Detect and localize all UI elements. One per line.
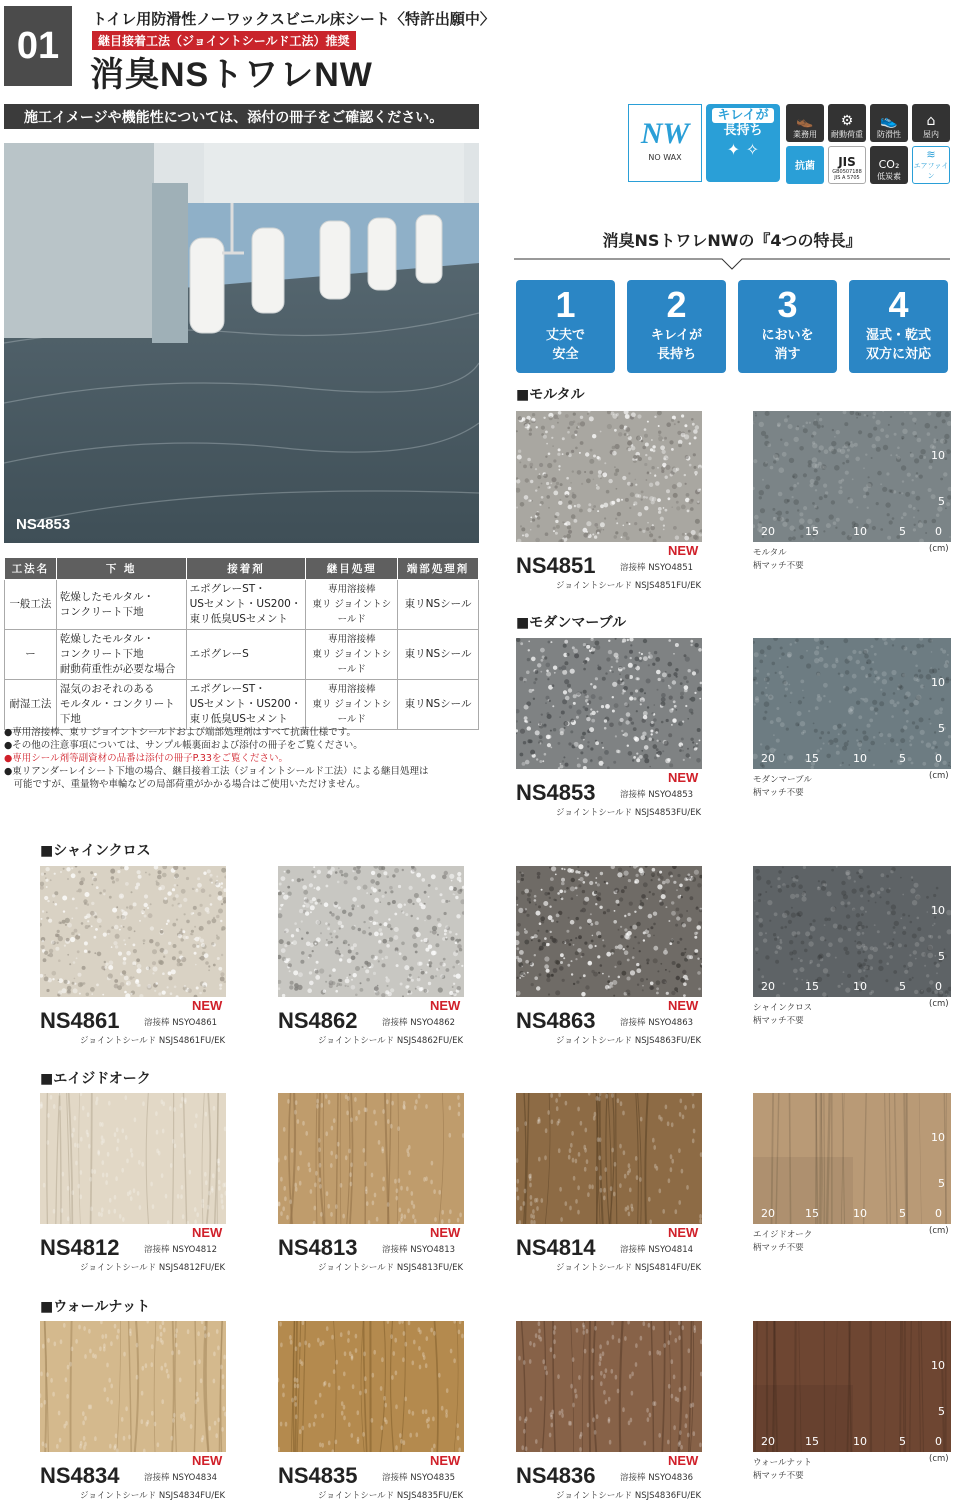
new-label: NEW <box>430 998 461 1013</box>
scale-tick-h: 15 <box>805 525 819 538</box>
tile-match: 柄マッチ不要 <box>753 1243 804 1253</box>
product-code: NS4835 <box>278 1463 358 1488</box>
spec-cell: エポグレーST・ USセメント・US200・ 東リ低臭USセメント <box>186 580 306 630</box>
scale-tick-h: 0 <box>935 1435 942 1448</box>
joint-shield: ジョイントシールド NSJS4812FU/EK <box>80 1263 226 1273</box>
feature-number: 3 <box>777 284 798 325</box>
scale-tick-h: 0 <box>935 1207 942 1220</box>
tile-label: シャインクロス <box>753 1003 813 1013</box>
product-title: 消臭NSトワレNW <box>90 56 373 94</box>
scale-tick-h: 20 <box>761 1435 775 1448</box>
tile-label: モルタル <box>753 548 787 558</box>
joint-shield: ジョイントシールド NSJS4836FU/EK <box>556 1491 702 1501</box>
tile-match: 柄マッチ不要 <box>753 561 804 571</box>
notes <box>4 726 484 791</box>
air-fine-icon: ≋ エアファイン <box>912 146 950 184</box>
scale-tick-h: 5 <box>899 1207 906 1220</box>
new-label: NEW <box>192 1225 223 1240</box>
scale-tick-h: 0 <box>935 752 942 765</box>
joint-shield: ジョイントシールド NSJS4834FU/EK <box>80 1491 226 1501</box>
product-swatch <box>278 866 464 997</box>
kirei-icon <box>706 104 780 182</box>
feature-card <box>516 280 615 373</box>
spec-row <box>5 680 479 730</box>
welding-rod: 溶接棒 NSYO4812 <box>144 1245 218 1255</box>
spec-cell: 専用溶接棒 東リ ジョイントシールド <box>306 580 398 630</box>
kirei-line1: キレイが <box>712 108 774 123</box>
scale-tick-h: 10 <box>853 752 867 765</box>
welding-rod: 溶接棒 NSYO4851 <box>620 563 694 573</box>
scale-tick-h: 10 <box>853 980 867 993</box>
pattern-tile <box>753 1321 951 1452</box>
spec-cell: 耐湿工法 <box>5 680 57 730</box>
welding-rod: 溶接棒 NSYO4834 <box>144 1473 218 1483</box>
new-label: NEW <box>430 1225 461 1240</box>
joint-shield: ジョイントシールド NSJS4861FU/EK <box>80 1036 226 1046</box>
features-title: 消臭NSトワレNWの『4つの特長』 <box>602 231 862 250</box>
spec-cell: エポグレーST・ USセメント・US200・ 東リ低臭USセメント <box>186 680 306 730</box>
scale-tick-v: 10 <box>931 904 945 917</box>
installation-photo <box>4 143 479 543</box>
scale-tick-h: 20 <box>761 1207 775 1220</box>
welding-rod: 溶接棒 NSYO4863 <box>620 1018 694 1028</box>
pattern-tile <box>753 866 951 997</box>
scale-tick-h: 15 <box>805 1207 819 1220</box>
scale-unit: (cm) <box>929 771 949 781</box>
section-heading: ■モダンマーブル <box>516 615 627 631</box>
spec-cell: 乾燥したモルタル・ コンクリート下地 耐動荷重性が必要な場合 <box>56 630 186 680</box>
welding-rod: 溶接棒 NSYO4814 <box>620 1245 694 1255</box>
new-label: NEW <box>668 1453 699 1468</box>
spec-cell: 専用溶接棒 東リ ジョイントシールド <box>306 630 398 680</box>
pattern-tile <box>753 1093 951 1224</box>
welding-rod: 溶接棒 NSYO4835 <box>382 1473 456 1483</box>
joint-shield: ジョイントシールド NSJS4862FU/EK <box>318 1036 464 1046</box>
scale-unit: (cm) <box>929 544 949 554</box>
feature-line1: 湿式・乾式 <box>865 328 931 343</box>
joint-shield: ジョイントシールド NSJS4813FU/EK <box>318 1263 464 1273</box>
scale-tick-h: 15 <box>805 980 819 993</box>
tile-label: モダンマーブル <box>753 775 812 785</box>
scale-tick-h: 15 <box>805 1435 819 1448</box>
features-divider <box>514 258 950 270</box>
welding-rod: 溶接棒 NSYO4813 <box>382 1245 456 1255</box>
spec-table <box>4 557 479 730</box>
scale-tick-v: 10 <box>931 449 945 462</box>
product-code: NS4862 <box>278 1008 358 1033</box>
product-swatch <box>40 866 226 997</box>
jis-icon: JIS GB0507188 JIS A 5705 <box>828 146 866 184</box>
scale-tick-h: 5 <box>899 752 906 765</box>
spec-row <box>5 580 479 630</box>
indoor-icon: ⌂ 屋内 <box>912 104 950 142</box>
joint-shield: ジョイントシールド NSJS4851FU/EK <box>556 581 702 591</box>
notice-bar: 施工イメージや機能性については、添付の冊子をご確認ください。 <box>4 104 479 129</box>
welding-rod: 溶接棒 NSYO4853 <box>620 790 694 800</box>
restroom-illustration <box>4 143 479 543</box>
photo-label: NS4853 <box>16 516 71 533</box>
spec-cell: 東リNSシール <box>398 630 479 680</box>
welding-rod: 溶接棒 NSYO4836 <box>620 1473 694 1483</box>
product-code: NS4836 <box>516 1463 596 1488</box>
product-swatch <box>40 1093 226 1224</box>
scale-tick-h: 5 <box>899 525 906 538</box>
product-code: NS4813 <box>278 1235 358 1260</box>
spec-cell: 専用溶接棒 東リ ジョイントシールド <box>306 680 398 730</box>
spec-cell: 東リNSシール <box>398 680 479 730</box>
note-line: ●専用溶接棒、東リ ジョイントシールドおよび端部処理剤はすべて抗菌仕様です。 <box>4 727 356 738</box>
scale-tick-h: 5 <box>899 1435 906 1448</box>
feature-line1: 丈夫で <box>545 328 585 343</box>
nw-text: NO WAX <box>648 153 682 162</box>
product-code: NS4851 <box>516 553 596 578</box>
pattern-tile <box>753 411 951 542</box>
product-code: NS4861 <box>40 1008 120 1033</box>
spec-header: 接着剤 <box>186 558 306 580</box>
product-code: NS4834 <box>40 1463 120 1488</box>
spec-row <box>5 630 479 680</box>
section-heading: ■モルタル <box>516 387 585 403</box>
joint-shield: ジョイントシールド NSJS4853FU/EK <box>556 808 702 818</box>
scale-tick-h: 20 <box>761 525 775 538</box>
feature-number: 2 <box>666 284 687 325</box>
note-line: ●東リアンダーレイシート下地の場合、継目接着工法（ジョイントシールド工法）による継目処理は <box>4 766 429 777</box>
feature-line2: 双方に対応 <box>865 347 931 362</box>
product-swatch <box>516 866 702 997</box>
no-wax-icon <box>628 104 702 182</box>
product-swatch <box>278 1093 464 1224</box>
new-label: NEW <box>192 998 223 1013</box>
note-line: 可能ですが、重量物や車輪などの局部荷重がかかる場合はご使用いただけません。 <box>4 779 366 790</box>
product-code: NS4814 <box>516 1235 596 1260</box>
spec-header: 下 地 <box>56 558 186 580</box>
section-heading: ■ウォールナット <box>40 1299 151 1315</box>
section-number: 01 <box>4 6 72 86</box>
product-swatch <box>516 411 702 542</box>
scale-tick-h: 0 <box>935 525 942 538</box>
section-heading: ■シャインクロス <box>40 843 151 859</box>
feature-line2: 消す <box>774 347 801 362</box>
scale-tick-v: 10 <box>931 1359 945 1372</box>
joint-shield: ジョイントシールド NSJS4863FU/EK <box>556 1036 702 1046</box>
scale-tick-h: 10 <box>853 1435 867 1448</box>
scale-tick-h: 10 <box>853 525 867 538</box>
commercial-icon: 👞 業務用 <box>786 104 824 142</box>
feature-line2: 長持ち <box>656 347 696 362</box>
scale-tick-v: 10 <box>931 676 945 689</box>
joint-shield: ジョイントシールド NSJS4835FU/EK <box>318 1491 464 1501</box>
new-label: NEW <box>668 770 699 785</box>
tile-match: 柄マッチ不要 <box>753 788 804 798</box>
welding-rod: 溶接棒 NSYO4861 <box>144 1018 218 1028</box>
product-swatch <box>278 1321 464 1452</box>
feature-line2: 安全 <box>552 347 579 362</box>
new-label: NEW <box>668 1225 699 1240</box>
method-badge: 継目接着工法（ジョイントシールド工法）推奨 <box>92 31 356 50</box>
scale-tick-h: 10 <box>853 1207 867 1220</box>
scale-tick-h: 20 <box>761 980 775 993</box>
scale-tick-h: 5 <box>899 980 906 993</box>
scale-tick-h: 20 <box>761 752 775 765</box>
scale-tick-v: 5 <box>938 722 945 735</box>
scale-tick-v: 10 <box>931 1131 945 1144</box>
anti-slip-icon: 👟 防滑性 <box>870 104 908 142</box>
spec-header: 工法名 <box>5 558 57 580</box>
load-resistant-icon: ⚙ 耐動荷重 <box>828 104 866 142</box>
spec-cell: 一般工法 <box>5 580 57 630</box>
product-code: NS4812 <box>40 1235 120 1260</box>
scale-tick-v: 5 <box>938 495 945 508</box>
feature-number: 4 <box>888 284 909 325</box>
product-swatch <box>516 1321 702 1452</box>
note-line: ●その他の注意事項については、サンプル帳裏面および添付の冊子をご覧ください。 <box>4 740 363 751</box>
scale-tick-h: 0 <box>935 980 942 993</box>
note-line: ●専用シール剤等副資材の品番は添付の冊子P.33をご覧ください。 <box>4 753 288 764</box>
product-swatch <box>516 1093 702 1224</box>
antibacterial-icon: 抗菌 <box>786 146 824 184</box>
product-code: NS4853 <box>516 780 596 805</box>
kirei-line2: 長持ち <box>723 123 763 138</box>
scale-tick-v: 5 <box>938 1405 945 1418</box>
low-carbon-icon: CO₂ 低炭素 <box>870 146 908 184</box>
tile-match: 柄マッチ不要 <box>753 1471 804 1481</box>
product-swatch <box>516 638 702 769</box>
tile-match: 柄マッチ不要 <box>753 1016 804 1026</box>
sparkle-icon: ✦ ✧ <box>726 140 760 159</box>
product-code: NS4863 <box>516 1008 596 1033</box>
welding-rod: 溶接棒 NSYO4862 <box>382 1018 456 1028</box>
new-label: NEW <box>430 1453 461 1468</box>
product-subtitle: トイレ用防滑性ノーワックスビニル床シート〈特許出願中〉 <box>92 10 495 28</box>
spec-cell: エポグレーS <box>186 630 306 680</box>
product-swatch <box>40 1321 226 1452</box>
new-label: NEW <box>668 998 699 1013</box>
pattern-tile <box>753 638 951 769</box>
scale-unit: (cm) <box>929 1454 949 1464</box>
joint-shield: ジョイントシールド NSJS4814FU/EK <box>556 1263 702 1273</box>
spec-cell: 東リNSシール <box>398 580 479 630</box>
tile-label: ウォールナット <box>753 1458 812 1468</box>
spec-cell: 湿気のおそれのある モルタル・コンクリート 下地 <box>56 680 186 730</box>
spec-cell: ー <box>5 630 57 680</box>
feature-number: 1 <box>555 284 576 325</box>
scale-unit: (cm) <box>929 1226 949 1236</box>
scale-unit: (cm) <box>929 999 949 1009</box>
feature-card <box>627 280 726 373</box>
new-label: NEW <box>192 1453 223 1468</box>
spec-cell: 乾燥したモルタル・ コンクリート下地 <box>56 580 186 630</box>
feature-card <box>849 280 948 373</box>
nw-symbol: NW <box>640 117 690 150</box>
scale-tick-v: 5 <box>938 1177 945 1190</box>
tile-label: エイジドオーク <box>753 1230 813 1240</box>
feature-line1: においを <box>761 328 814 343</box>
scale-tick-h: 15 <box>805 752 819 765</box>
spec-header: 端部処理剤 <box>398 558 479 580</box>
new-label: NEW <box>668 543 699 558</box>
scale-tick-v: 5 <box>938 950 945 963</box>
feature-card <box>738 280 837 373</box>
spec-header: 継目処理 <box>306 558 398 580</box>
feature-line1: キレイが <box>650 328 703 343</box>
section-heading: ■エイジドオーク <box>40 1071 151 1087</box>
